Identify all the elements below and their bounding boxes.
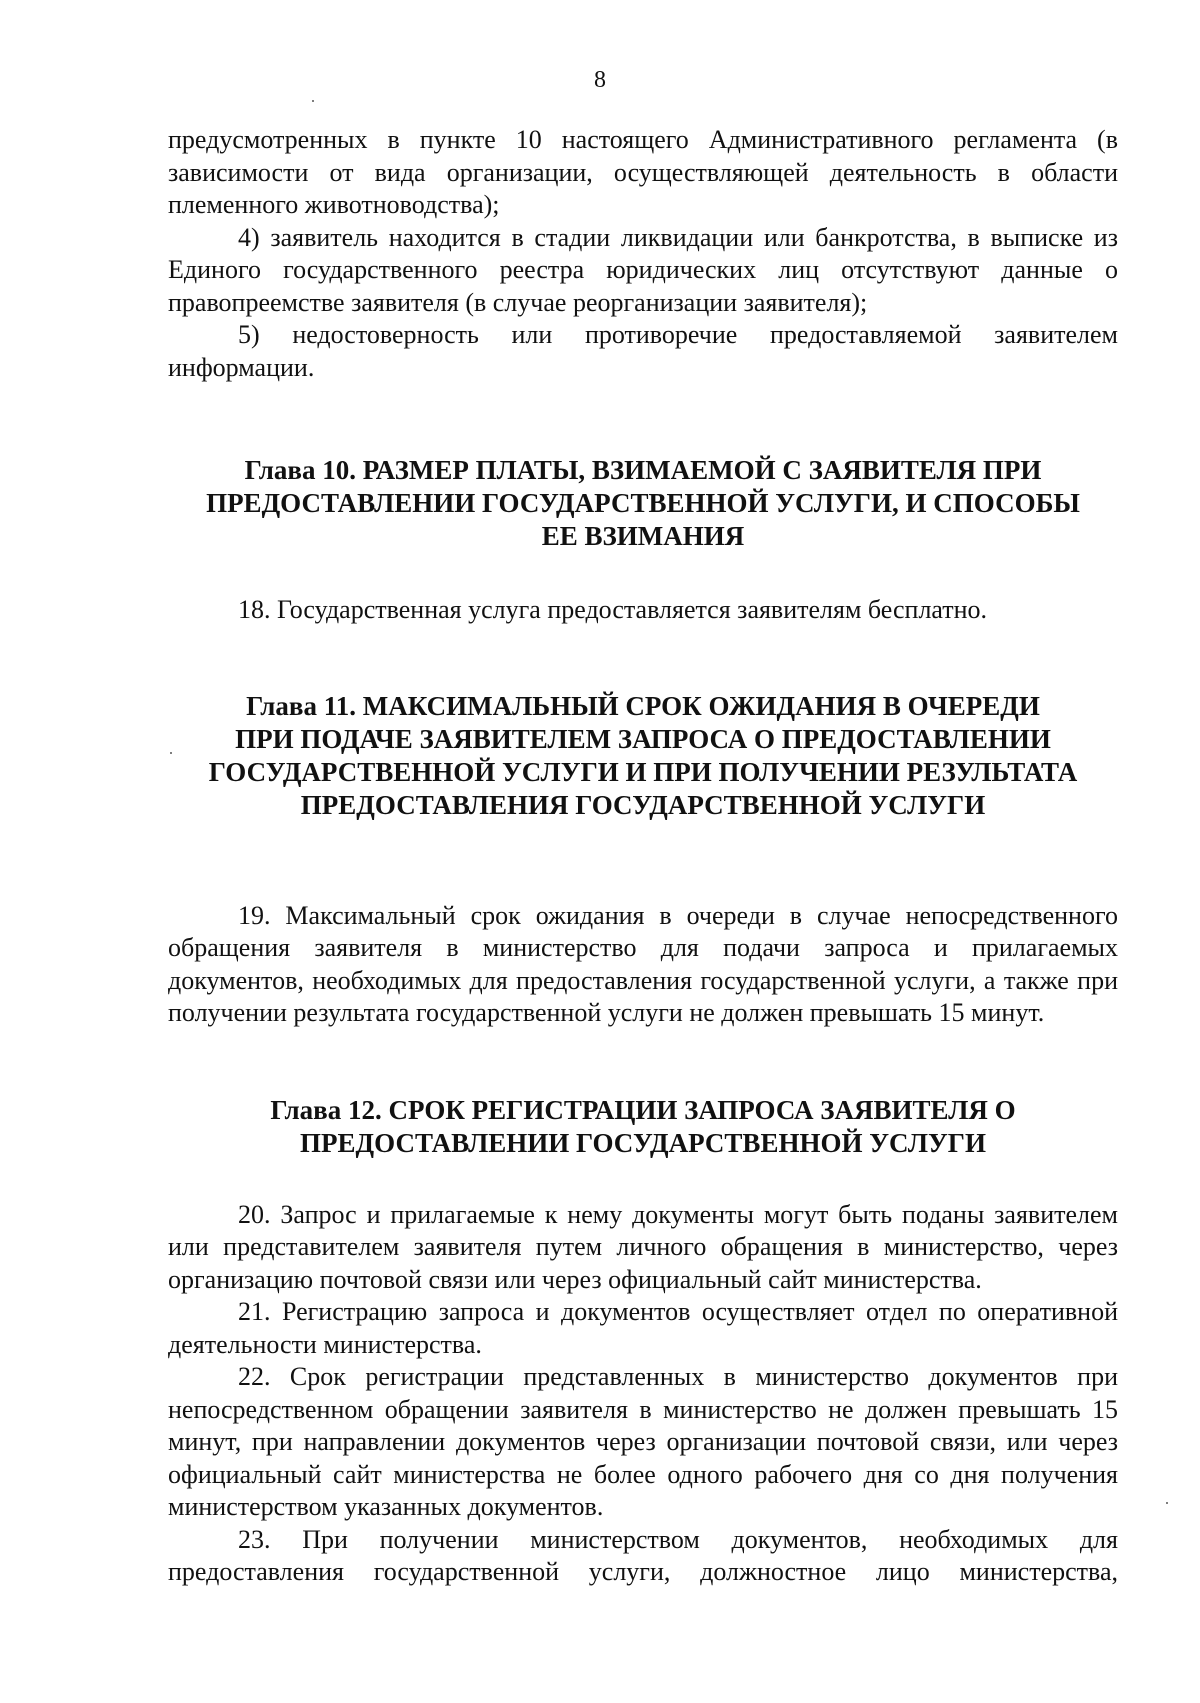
heading-line: ЕЕ ВЗИМАНИЯ (541, 521, 745, 551)
paragraph-item-5: 5) недостоверность или противоречие предоставляемой заявителем информации. (168, 320, 1118, 382)
heading-line: ГОСУДАРСТВЕННОЙ УСЛУГИ И ПРИ ПОЛУЧЕНИИ РЕЗУЛЬТАТА (208, 756, 1078, 787)
paragraph-22: 22. Срок регистрации представленных в министерство документов при непосредственном обращении заявителя в министерство не должен превышать 15 минут, при направлении документов через организации почтовой связи, или через официальный сайт министерства не более одного рабочего дня со дня получения министерством указанных документов. (168, 1362, 1118, 1521)
paragraph-18: 18. Государственная услуга предоставляется заявителям бесплатно. (238, 595, 988, 624)
paragraph-continuation: предусмотренных в пункте 10 настоящего Административного регламента (в зависимости от вида организации, осуществляющей деятельность в области племенного животноводства); (168, 125, 1118, 219)
chapter-11-heading (168, 690, 1118, 822)
page-number: 8 (594, 67, 606, 93)
scan-speck (312, 100, 314, 102)
paragraph-item-4: 4) заявитель находится в стадии ликвидации или банкротства, в выписке из Единого государственного реестра юридических лиц отсутствуют данные о правопреемстве заявителя (в случае реорганизации заявителя); (168, 222, 1118, 317)
heading-line: Глава 11. МАКСИМАЛЬНЫЙ СРОК ОЖИДАНИЯ В ОЧЕРЕДИ (246, 690, 1040, 721)
scan-speck (1166, 1502, 1168, 1504)
paragraph-21: 21. Регистрацию запроса и документов осуществляет отдел по оперативной деятельности министерства. (168, 1297, 1118, 1359)
heading-line: ПРЕДОСТАВЛЕНИЯ ГОСУДАРСТВЕННОЙ УСЛУГИ (300, 789, 986, 820)
paragraph-19: 19. Максимальный срок ожидания в очереди в случае непосредственного обращения заявителя в министерство для подачи запроса и прилагаемых документов, необходимых для предоставления государственной услуги, а также при получении результата государственной услуги не должен превышать 15 минут. (168, 900, 1118, 1027)
heading-line: ПРИ ПОДАЧЕ ЗАЯВИТЕЛЕМ ЗАПРОСА О ПРЕДОСТАВЛЕНИИ (235, 723, 1051, 754)
scan-speck (170, 752, 172, 754)
heading-line: ПРЕДОСТАВЛЕНИИ ГОСУДАРСТВЕННОЙ УСЛУГИ, И СПОСОБЫ (206, 488, 1080, 518)
chapter-10-heading (168, 454, 1118, 553)
chapter-12-heading (168, 1094, 1118, 1160)
heading-line: ПРЕДОСТАВЛЕНИИ ГОСУДАРСТВЕННОЙ УСЛУГИ (300, 1127, 986, 1158)
document-body (168, 124, 1118, 1589)
heading-line: Глава 12. СРОК РЕГИСТРАЦИИ ЗАПРОСА ЗАЯВИТЕЛЯ О (270, 1094, 1016, 1125)
paragraph-23: 23. При получении министерством документов, необходимых для предоставления государственной услуги, должностное лицо министерства, (168, 1524, 1118, 1586)
paragraph-20: 20. Запрос и прилагаемые к нему документы могут быть поданы заявителем или представителем заявителя путем личного обращения в министерство, через организацию почтовой связи или через официальный сайт министерства. (168, 1199, 1118, 1294)
heading-line: Глава 10. РАЗМЕР ПЛАТЫ, ВЗИМАЕМОЙ С ЗАЯВИТЕЛЯ ПРИ (244, 455, 1042, 485)
